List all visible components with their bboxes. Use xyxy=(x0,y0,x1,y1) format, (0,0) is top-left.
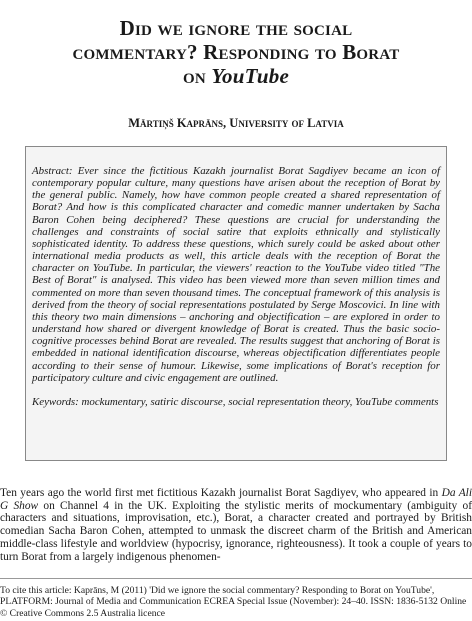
title-youtube: YouTube xyxy=(211,64,289,89)
body-text-part-2: on Channel 4 in the UK. Exploiting the stylistic merits of mockumentary (ambiguity of characters and situations, improvisation, etc.), Borat, a character created and portrayed by British comedian Sacha Baron Cohen, attempted to unmask the discreet charm of the British and American middle-class lifestyle and worldview (hypocrisy, ignorance, righteousness). It took a couple of years to turn Borat from a largely indigenous phenomen- xyxy=(0,499,472,563)
title-line-3 xyxy=(0,64,472,88)
article-title xyxy=(0,16,472,88)
abstract-box xyxy=(25,146,447,461)
keywords: Keywords: mockumentary, satiric discourse, social representation theory, YouTube comments xyxy=(32,395,439,408)
title-line-3-prefix: on xyxy=(183,64,212,89)
show-title: Da Ali G Show xyxy=(0,487,472,512)
body-text-part-1: Ten years ago the world first met fictitious Kazakh journalist Borat Sagdiyev, who appeared in xyxy=(0,487,442,499)
body-paragraph xyxy=(0,487,472,563)
footer-divider xyxy=(0,578,472,579)
title-line-1: Did we ignore the social xyxy=(119,16,353,41)
abstract-text: Abstract: Ever since the fictitious Kazakh journalist Borat Sagdiyev became an icon of contemporary popular culture, many questions have arisen about the reception of Borat by the general public. Namely, how have common people created a shared representation of Borat? And how is this complicated character and comedic manner undertaken by Sacha Baron Cohen being deciphered? These questions are crucial for understanding the challenges and constraints of social satire that exploits ethnically and stylistically sophisticated identity. To address these questions, which surely could be asked about other international media products as well, this article deals with the reception of Borat the character on YouTube. In particular, the viewers' reaction to the YouTube video titled "The Best of Borat" is analysed. This video has been viewed more than seven million times and commented on more than seven thousand times. The conceptual framework of this analysis is derived from the theory of social representations postulated by Serge Moscovici. In line with this theory two main dimensions – anchoring and objectification – are explored in order to understand how shared or divergent knowledge of Borat is created. Thus the basic socio-cognitive processes behind Borat are revealed. The results suggest that anchoring of Borat is embedded in national identification discourse, whereas objectification differentiates people according to their sense of humour. Likewise, some implications of Borat's reception for participatory culture and civic engagement are outlined. xyxy=(32,165,440,384)
title-line-2: commentary? Responding to Borat xyxy=(72,40,400,65)
citation-footer: To cite this article: Kaprāns, M (2011) 'Did we ignore the social commentary? Responding to Borat on YouTube', PLATFORM: Journal of Media and Communication ECREA Special Issue (November): 24–40. ISSN: 1836-5132 Online © Creative Commons 2.5 Australia licence xyxy=(0,585,467,619)
author-line: Mārtiņš Kaprāns, University of Latvia xyxy=(128,116,344,130)
